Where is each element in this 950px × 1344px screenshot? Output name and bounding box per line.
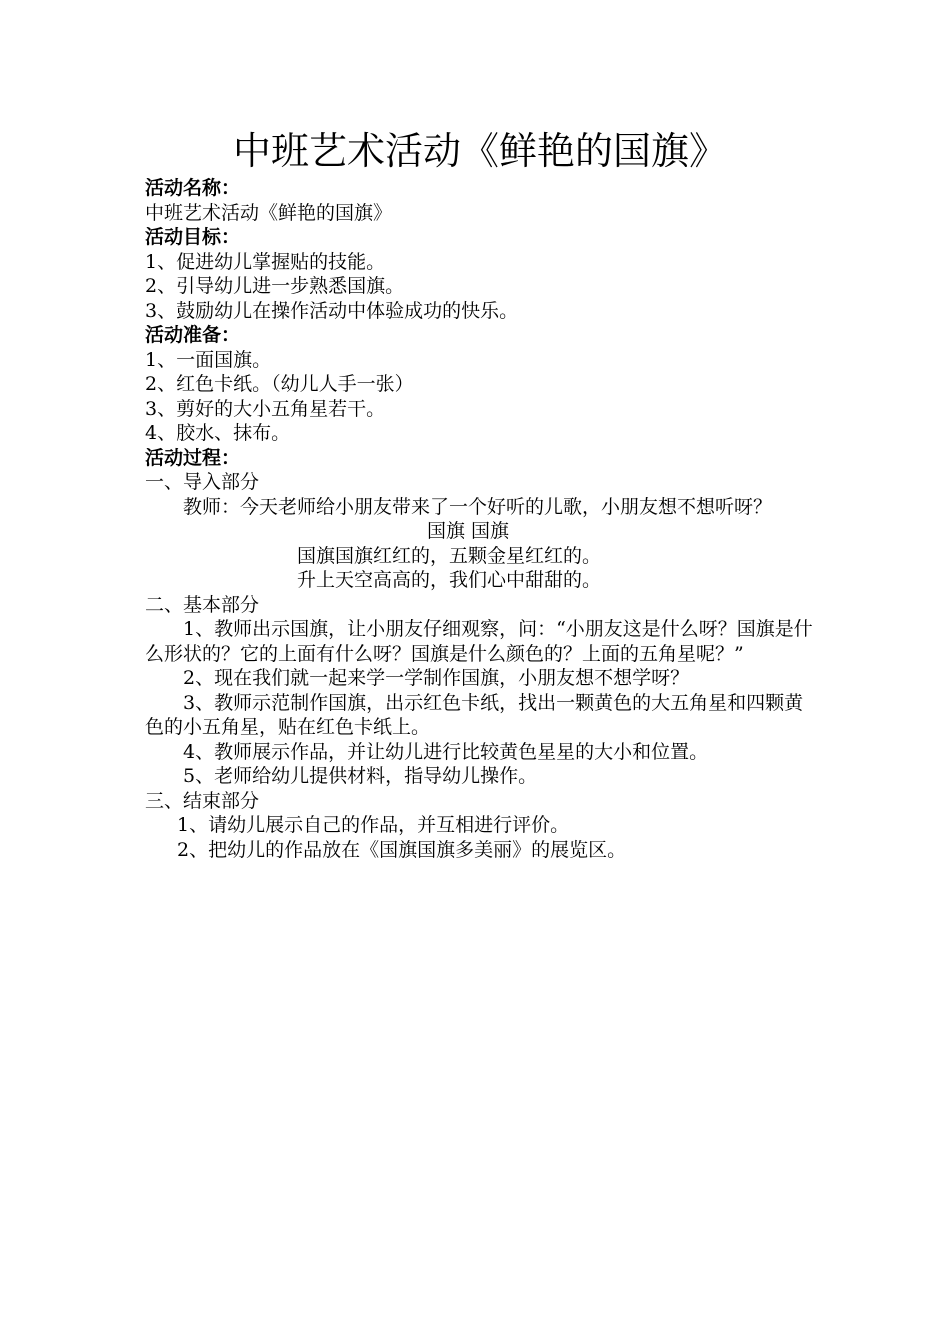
- goal-item: 3、鼓励幼儿在操作活动中体验成功的快乐。: [145, 299, 519, 322]
- section-intro-text: 教师：今天老师给小朋友带来了一个好听的儿歌，小朋友想不想听呀？: [183, 495, 773, 518]
- activity-name-heading: 活动名称：: [145, 177, 241, 199]
- section-main-item: 3、教师示范制作国旗，出示红色卡纸，找出一颗黄色的大五角星和四颗黄色的小五角星，贴在红色卡纸上。: [145, 691, 804, 738]
- prep-item: 2、红色卡纸。（幼儿人手一张）: [145, 373, 414, 395]
- activity-goals-heading: 活动目标：: [145, 226, 241, 248]
- section-main-title: 二、基本部分: [145, 593, 260, 616]
- prep-item: 4、胶水、抹布。: [145, 422, 291, 444]
- goal-item: 2、引导幼儿进一步熟悉国旗。: [145, 275, 405, 297]
- poem-line: 国旗国旗红红的，五颗金星红红的。: [297, 544, 602, 567]
- section-end-item: 2、把幼儿的作品放在《国旗国旗多美丽》的展览区。: [177, 838, 627, 861]
- section-intro-title: 一、导入部分: [145, 471, 260, 493]
- poem-line: 升上天空高高的，我们心中甜甜的。: [297, 569, 602, 591]
- document-title: 中班艺术活动《鲜艳的国旗》: [232, 129, 727, 173]
- goal-item: 1、促进幼儿掌握贴的技能。: [145, 250, 386, 273]
- section-end-item: 1、请幼儿展示自己的作品，并互相进行评价。: [177, 814, 570, 836]
- poem-title: 国旗 国旗: [427, 520, 510, 542]
- section-main-item: 1、教师出示国旗，让小朋友仔细观察，问：“小朋友这是什么呀？国旗是什么形状的？它的上面有什么呀？国旗是什么颜色的？上面的五角星呢？”: [145, 618, 813, 665]
- section-main-item: 4、教师展示作品，并让幼儿进行比较黄色星星的大小和位置。: [183, 740, 709, 763]
- prep-item: 1、一面国旗。: [145, 348, 272, 371]
- activity-name-value: 中班艺术活动《鲜艳的国旗》: [145, 201, 393, 224]
- document-body: [145, 126, 815, 862]
- section-end-title: 三、结束部分: [145, 789, 260, 812]
- prep-item: 3、剪好的大小五角星若干。: [145, 397, 386, 420]
- activity-process-heading: 活动过程：: [145, 446, 241, 469]
- section-main-item: 2、现在我们就一起来学一学制作国旗，小朋友想不想学呀？: [183, 667, 690, 689]
- activity-prep-heading: 活动准备：: [145, 324, 241, 346]
- section-main-item: 5、老师给幼儿提供材料，指导幼儿操作。: [183, 765, 538, 787]
